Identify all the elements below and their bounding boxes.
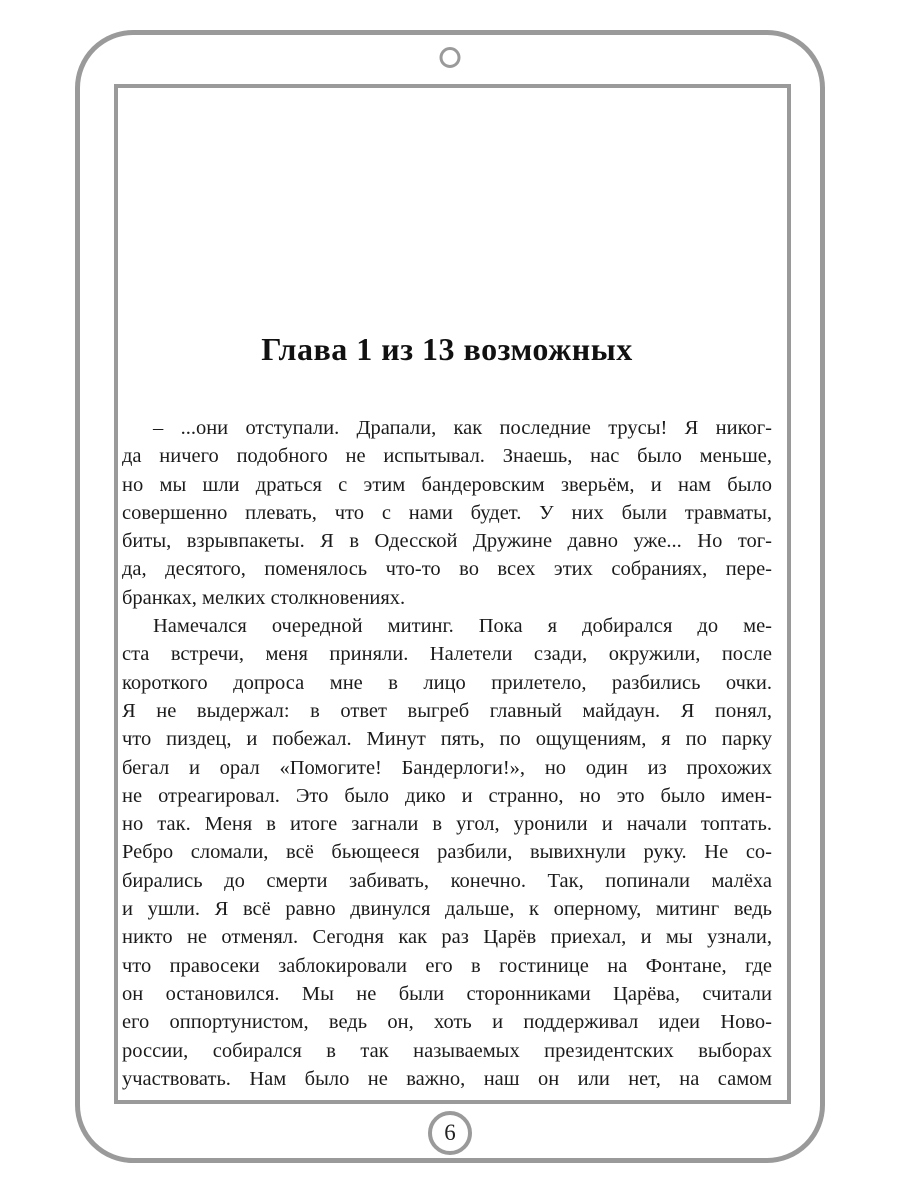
book-page-content	[118, 331, 787, 1093]
text-line: но так. Меня в итоге загнали в угол, уронили и начали топтать.	[122, 813, 772, 836]
text-line: Намечался очередной митинг. Пока я добирался до ме-	[153, 615, 772, 638]
text-line: совершенно плевать, что с нами будет. У них были травматы,	[122, 501, 772, 524]
page-number-badge	[428, 1111, 472, 1155]
text-line: не отреагировал. Это было дико и странно, но это было имен-	[122, 784, 772, 807]
text-line: Я не выдержал: в ответ выгреб главный майдаун. Я понял,	[122, 699, 772, 722]
text-line: он остановился. Мы не были сторонниками Царёва, считали	[122, 982, 772, 1005]
text-line: никто не отменял. Сегодня как раз Царёв приехал, и мы узнали,	[122, 926, 772, 949]
text-line: – ...они отступали. Драпали, как последние трусы! Я никог-	[153, 417, 772, 439]
page-text	[122, 414, 772, 1093]
text-line: ста встречи, меня приняли. Налетели сзади, окружили, после	[122, 643, 772, 666]
text-line: бранках, мелких столкновениях.	[122, 586, 406, 609]
book-page-screen	[114, 84, 791, 1104]
text-line: короткого допроса мне в лицо прилетело, разбились очки.	[122, 671, 772, 694]
chapter-title: Глава 1 из 13 возможных	[261, 331, 633, 367]
text-line: его оппортунистом, ведь он, хоть и поддерживал идеи Ново-	[122, 1011, 772, 1034]
page-number: 6	[444, 1120, 456, 1145]
text-line: участвовать. Нам было не важно, наш он или нет, на самом	[122, 1067, 772, 1090]
text-line: россии, собирался в так называемых президентских выборах	[122, 1039, 772, 1062]
text-line: да ничего подобного не испытывал. Знаешь, нас было меньше,	[122, 445, 772, 468]
text-line: что правосеки заблокировали его в гостинице на Фонтане, где	[122, 954, 772, 977]
text-line: да, десятого, поменялось что-то во всех этих собраниях, пере-	[122, 558, 772, 581]
text-line: что пиздец, и побежал. Минут пять, по ощущениям, я по парку	[122, 728, 772, 751]
front-camera-icon	[440, 47, 461, 68]
text-line: биты, взрывпакеты. Я в Одесской Дружине давно уже... Но тог-	[122, 530, 772, 553]
tablet-frame	[75, 30, 825, 1163]
text-line: бирались до смерти забивать, конечно. Так, попинали малёха	[122, 869, 772, 892]
text-line: но мы шли драться с этим бандеровским зверьём, и нам было	[122, 473, 772, 496]
text-line: и ушли. Я всё равно двинулся дальше, к оперному, митинг ведь	[122, 898, 772, 921]
text-line: бегал и орал «Помогите! Бандерлоги!», но один из прохожих	[122, 756, 772, 779]
text-line: Ребро сломали, всё бьющееся разбили, вывихнули руку. Не со-	[122, 841, 772, 864]
